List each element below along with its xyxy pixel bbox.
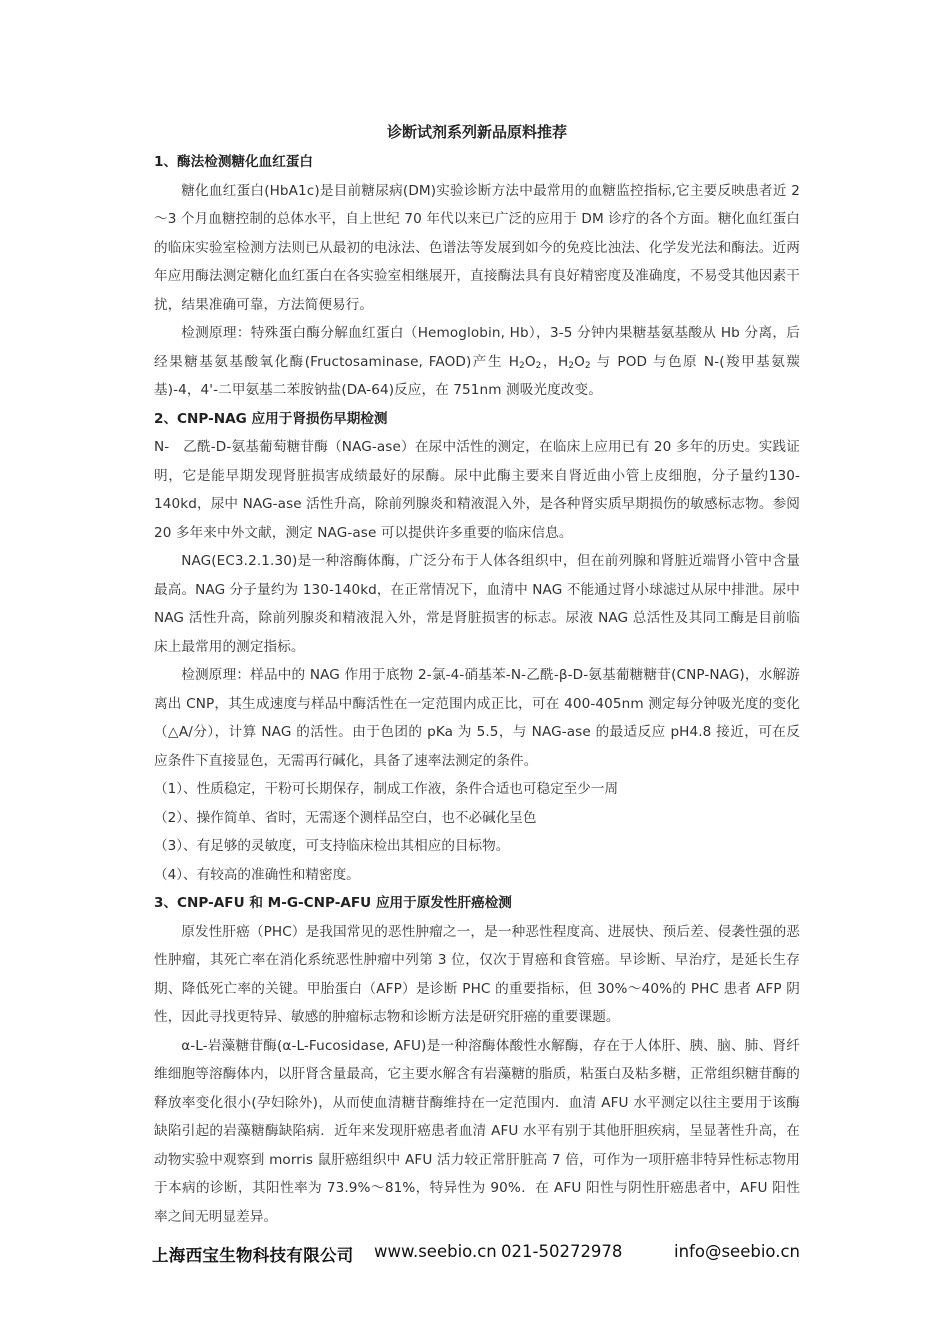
section-3-heading: 3、CNP-AFU 和 M-G-CNP-AFU 应用于原发性肝癌检测 [154,895,512,911]
footer-website: www.seebio.cn [374,1242,497,1261]
list-item: （3）、有足够的灵敏度，可支持临床检出其相应的目标物。 [154,838,510,854]
footer-company: 上海西宝生物科技有限公司 [152,1246,354,1265]
footer-phone: 021-50272978 [501,1242,623,1261]
subscript: 2 [568,360,575,371]
subscript: 2 [535,360,542,371]
list-item: （4）、有较高的准确性和精密度。 [154,866,360,883]
list-item: （2）、操作简单、省时，无需逐个测样品空白，也不必碱化呈色 [154,809,537,826]
formula-text-b: O [524,353,536,370]
section-2-paragraph-2: NAG(EC3.2.1.30)是一种溶酶体酶，广泛分布于人体各组织中，但在前列腺和肾脏近端肾小管中含量最高。NAG 分子量约为 130-140kd，在正常情况下，血清中 NAG 不能通过肾小球滤过从尿中排泄。尿中 NAG 活性升高，除前列腺炎和精液混入外，常是肾脏损害的标志。尿液 NAG 总活性及其同工酶是目前临床上最常用的测定指标。 [154,553,800,655]
section-2-paragraph-3: 检测原理：样品中的 NAG 作用于底物 2-氯-4-硝基苯-N-乙酰-β-D-氨基葡糖糖苷(CNP-NAG)，水解游离出 CNP，其生成速度与样品中酶活性在一定范围内成正比，可在 400-405nm 测定每分钟吸光度的变化（△A/分），计算 NAG 的活性。由于色团的 pKa 为 5.5，与 NAG-ase 的最适反应 pH4.8 接近，可在反应条件下直接显色，无需再行碱化，具备了速率法测定的条件。 [154,667,800,769]
section-1-heading: 1、酶法检测糖化血红蛋白 [154,154,313,170]
section-3-paragraph-2: α-L-岩藻糖苷酶(α-L-Fucosidase, AFU)是一种溶酶体酸性水解酶，存在于人体肝、胰、脑、肺、肾纤维细胞等溶酶体内，以肝肾含量最高，它主要水解含有岩藻糖的脂质，粘蛋白及粘多糖，正常组织糖苷酶的释放率变化很小(孕妇除外)，从而使血清糖苷酶维持在一定范围内．血清 AFU 水平测定以往主要用于该酶缺陷引起的岩藻糖酶缺陷病．近年来发现肝癌患者血清 AFU 水平有别于其他肝胆疾病，呈显著性升高，在动物实验中观察到 morris 鼠肝癌组织中 AFU 活力较正常肝脏高 7 倍，可作为一项肝癌非特异性标志物用于本病的诊断，其阳性率为 73.9%～81%，特异性为 90%．在 AFU 阳性与阴性肝癌患者中，AFU 阳性率之间无明显差异。 [154,1037,800,1225]
subscript: 2 [519,360,525,371]
document-title: 诊断试剂系列新品原料推荐 [386,123,567,141]
formula-text-a: 检测原理：特殊蛋白酶分解血红蛋白（Hemoglobin, Hb），3-5 分钟内果糖基氨基酸从 Hb 分离，后经果糖基氨基酸氧化酶(Fructosaminase, FAOD)产生 H [154,325,800,370]
section-2-heading: 2、CNP-NAG 应用于肾损伤早期检测 [154,410,388,427]
subscript: 2 [584,360,591,371]
formula-text-d: O [574,353,585,370]
section-1-paragraph-2 [154,319,800,405]
page-footer [152,1238,812,1268]
formula-text-c: ，H [541,353,569,370]
section-3-paragraph-1: 原发性肝癌（PHC）是我国常见的恶性肿瘤之一，是一种恶性程度高、进展快、预后差、侵袭性强的恶性肿瘤，其死亡率在消化系统恶性肿瘤中列第 3 位，仅次于胃癌和食管癌。早诊断、早治疗，是延长生存期、降低死亡率的关键。甲胎蛋白（AFP）是诊断 PHC 的重要指标，但 30%～40%的 PHC 患者 AFP 阴性，因此寻找更特异、敏感的肿瘤标志物和诊断方法是研究肝癌的重要课题。 [154,923,800,1025]
list-item: （1）、性质稳定，干粉可长期保存，制成工作液，条件合适也可稳定至少一周 [154,781,619,797]
section-2-paragraph-1: N- 乙酰-D-氨基葡萄糖苷酶（NAG-ase）在尿中活性的测定，在临床上应用已有 20 多年的历史。实践证明，它是能早期发现肾脏损害成绩最好的尿酶。尿中此酶主要来自肾近曲小管上皮细胞，分子量约130-140kd，尿中 NAG-ase 活性升高，除前列腺炎和精液混入外，是各种肾实质早期损伤的敏感标志物。参阅 20 多年来中外文献，测定 NAG-ase 可以提供许多重要的临床信息。 [154,439,800,541]
formula-text-e: 与 POD 与色原 N-(羧甲基氨羰基)-4，4'-二甲氨基二苯胺钠盐(DA-64)反应，在 751nm 测吸光度改变。 [154,353,800,398]
section-1-paragraph-1: 糖化血红蛋白(HbA1c)是目前糖尿病(DM)实验诊断方法中最常用的血糖监控指标,它主要反映患者近 2～3 个月血糖控制的总体水平，自上世纪 70 年代以来已广泛的应用于 DM 诊疗的各个方面。糖化血红蛋白的临床实验室检测方法则已从最初的电泳法、色谱法等发展到如今的免疫比浊法、化学发光法和酶法。近两年应用酶法测定糖化血红蛋白在各实验室相继展开，直接酶法具有良好精密度及准确度，不易受其他因素干扰，结果准确可靠，方法简便易行。 [154,182,800,313]
document-body [154,118,800,1231]
footer-email: info@seebio.cn [674,1242,800,1261]
